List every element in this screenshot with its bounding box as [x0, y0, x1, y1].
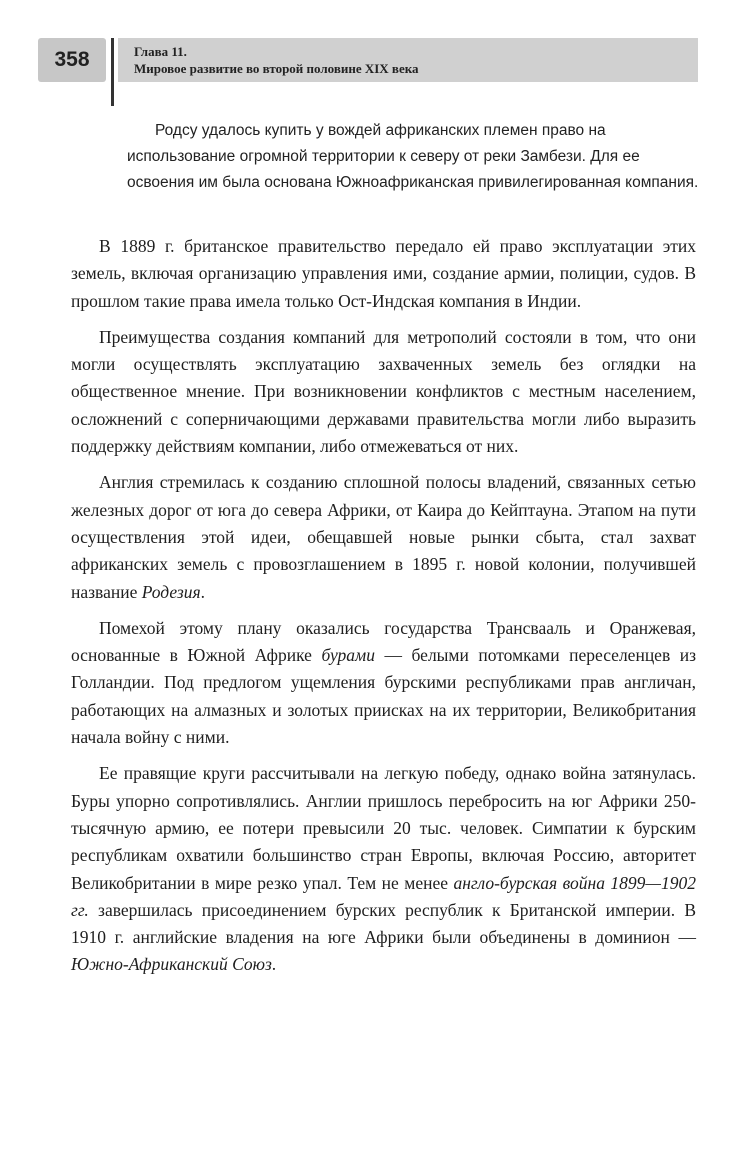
- paragraph-2: [71, 324, 696, 460]
- chapter-title: Мировое развитие во второй половине XIX века: [134, 61, 419, 76]
- paragraph-text: .: [271, 954, 277, 975]
- header-divider: [111, 38, 114, 106]
- paragraph-3: [71, 469, 696, 605]
- paragraph-text: Преимущества создания компаний для метрополий состояли в том, что они могли осуществлять эксплуатацию захваченных земель без оглядки на общественное мнение. При возникновении конфликтов с местным населением, осложнений с соперничающими державами правительства могли либо выразить поддержку действиям компании, либо отмежеваться от них.: [71, 326, 696, 457]
- paragraph-text: Англия стремилась к созданию сплошной полосы владений, связанных сетью железных дорог от юга до севера Африки, от Каира до Кейптауна. Этапом на пути осуществления этой идеи, обещавшей новые рынки сбыта, стал захват африканских земель с провозглашением в 1895 г. новой колонии, получившей название: [71, 472, 696, 602]
- term-boers: бурами: [321, 645, 375, 666]
- paragraph-text: завершилась присоединением бурских республик к Британской империи. В 1910 г. английские владения на юге Африки были объединены в доминион —: [71, 899, 696, 948]
- page-number: 358: [38, 38, 106, 82]
- chapter-heading: [134, 43, 419, 77]
- main-text: [71, 233, 696, 988]
- paragraph-1: [71, 233, 696, 315]
- chapter-label: Глава 11.: [134, 44, 187, 59]
- running-header: [38, 38, 698, 82]
- term-union-south-africa: Южно-Африканский Союз: [71, 954, 272, 975]
- paragraph-text: Помехой этому плану оказались государства Трансвааль и Оранжевая, основанные в Южной Африке: [71, 617, 696, 666]
- intro-block: [127, 118, 702, 196]
- paragraph-text: Ее правящие круги рассчитывали на легкую победу, однако война затянулась. Буры упорно сопротивлялись. Англии пришлось перебросить на юг Африки 250-тысячную армию, ее потери превысили 20 тыс. человек. Симпатии к бурским республикам охватили большинство стран Европы, включая Россию, авторитет Великобритании в мире резко упал. Тем не менее: [71, 763, 696, 893]
- paragraph-4: [71, 615, 696, 751]
- term-rhodesia: Родезия: [141, 581, 201, 602]
- paragraph-text: В 1889 г. британское правительство передало ей право эксплуатации этих земель, включая организацию управления ими, создание армии, полиции, судов. В прошлом такие права имела только Ост-Индская компания в Индии.: [71, 236, 696, 311]
- intro-paragraph: Родсу удалось купить у вождей африканских племен право на использование огромной территории к северу от реки Замбези. Для ее освоения им была основана Южноафриканская привилегированная компания.: [127, 122, 699, 191]
- paragraph-5: [71, 760, 696, 978]
- paragraph-text: .: [200, 581, 205, 602]
- term-boer-war: англо-бурская война 1899—1902 гг.: [71, 872, 696, 920]
- paragraph-text: — белыми потомками переселенцев из Голландии. Под предлогом ущемления бурскими республиками прав англичан, работающих на алмазных и золотых приисках на их территории, Великобритания начала войну с ними.: [71, 645, 696, 748]
